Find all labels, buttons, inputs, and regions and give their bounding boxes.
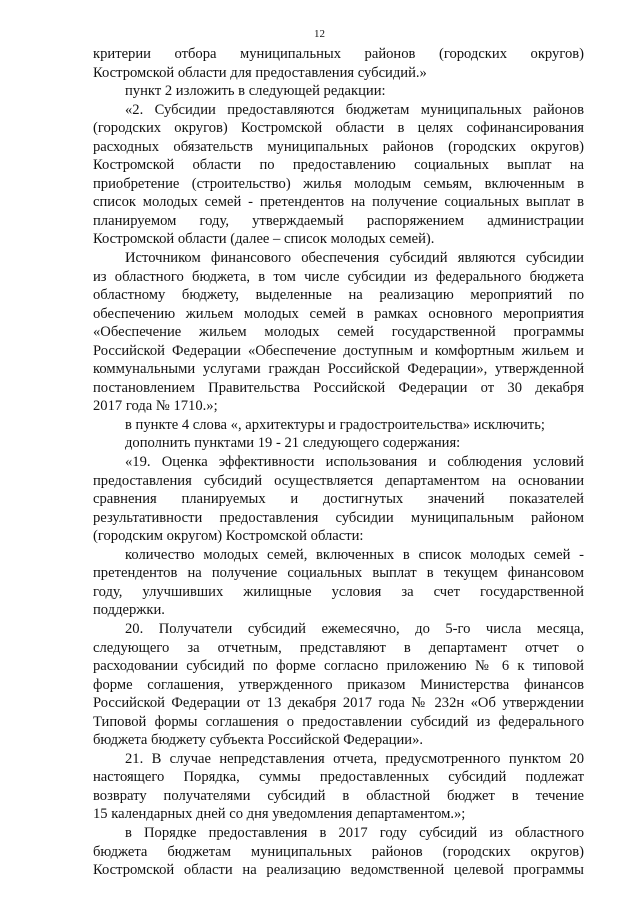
text-line: Костромской области для предоставления субсидий.»	[93, 64, 427, 81]
text-line: результативности предоставления субсидии муниципальным районом	[93, 509, 584, 526]
text-line: Костромской области (далее – список молодых семей).	[93, 231, 435, 248]
text-line: 21. В случае непредставления отчета, предусмотренного пунктом 20	[125, 750, 584, 767]
text-line: приобретение (строительство) жилья молодым семьям, включенным в	[93, 175, 584, 192]
text-line: возврату получателями субсидий в областной бюджет в течение	[93, 787, 584, 804]
text-line: году, улучшивших жилищные условия за счет государственной	[93, 583, 584, 600]
text-line: Костромской области по предоставлению социальных выплат на	[93, 157, 584, 174]
text-line: сравнения планируемых и достигнутых значений показателей	[93, 491, 584, 508]
text-line: Костромской области на реализацию ведомственной целевой программы	[93, 862, 584, 879]
text-line: «2. Субсидии предоставляются бюджетам муниципальных районов	[125, 101, 584, 118]
text-line: (городских округов) Костромской области в целях софинансирования	[93, 120, 584, 137]
text-line: обеспечению жильем молодых семей в рамках основного мероприятия	[93, 305, 584, 322]
text-line: из областного бюджета, в том числе субсидии из федерального бюджета	[93, 268, 584, 285]
text-line: (городским округом) Костромской области:	[93, 528, 364, 545]
page-number: 12	[314, 28, 325, 40]
text-line: коммунальными услугами граждан Российской Федерации», утвержденной	[93, 361, 584, 378]
text-line: областному бюджету, выделенные на реализацию мероприятий по	[93, 287, 584, 304]
text-line: претендентов на получение социальных выплат в текущем финансовом	[93, 565, 584, 582]
text-line: настоящего Порядка, суммы предоставленных субсидий подлежат	[93, 769, 584, 786]
text-line: 15 календарных дней со дня уведомления департаментом.»;	[93, 806, 466, 823]
text-line: 20. Получатели субсидий ежемесячно, до 5-го числа месяца,	[125, 620, 584, 637]
text-line: поддержки.	[93, 602, 165, 619]
text-line: Типовой формы соглашения о предоставлении субсидий из федерального	[93, 713, 584, 730]
text-line: Источником финансового обеспечения субсидий являются субсидии	[125, 250, 584, 267]
text-line: список молодых семей - претендентов на получение социальных выплат в	[93, 194, 584, 211]
text-line: предоставления субсидий осуществляется департаментом на основании	[93, 472, 584, 489]
text-line: 2017 года № 1710.»;	[93, 398, 218, 415]
text-line: форме соглашения, утвержденного приказом Министерства финансов	[93, 676, 584, 693]
text-line: критерии отбора муниципальных районов (городских округов)	[93, 46, 584, 62]
text-line: постановлением Правительства Российской Федерации от 30 декабря	[93, 379, 584, 396]
text-line: расходовании субсидий по форме согласно приложению № 6 к типовой	[93, 658, 584, 675]
text-line: пункт 2 изложить в следующей редакции:	[125, 83, 386, 100]
text-line: бюджета бюджету субъекта Российской Федерации».	[93, 732, 424, 749]
text-line: расходных обязательств муниципальных районов (городских округов)	[93, 138, 584, 155]
text-line: планируемом году, утверждаемый распоряжением администрации	[93, 212, 584, 229]
text-line: Российской Федерации «Обеспечение доступным и комфортным жильем и	[93, 342, 584, 359]
text-line: «19. Оценка эффективности использования и соблюдения условий	[125, 454, 584, 471]
text-line: в пункте 4 слова «, архитектуры и градостроительства» исключить;	[125, 416, 545, 433]
text-line: бюджета бюджетам муниципальных районов (городских округов)	[93, 843, 584, 860]
text-line: дополнить пунктами 19 - 21 следующего содержания:	[125, 435, 461, 452]
text-line: количество молодых семей, включенных в список молодых семей -	[125, 546, 584, 563]
body-text	[93, 45, 584, 880]
text-line: Российской Федерации от 13 декабря 2017 года № 232н «Об утверждении	[93, 695, 584, 712]
text-line: «Обеспечение жильем молодых семей государственной программы	[93, 324, 584, 341]
text-line: следующего за отчетным, представляют в департамент отчет о	[93, 639, 584, 656]
text-line: в Порядке предоставления в 2017 году субсидий из областного	[125, 824, 584, 841]
